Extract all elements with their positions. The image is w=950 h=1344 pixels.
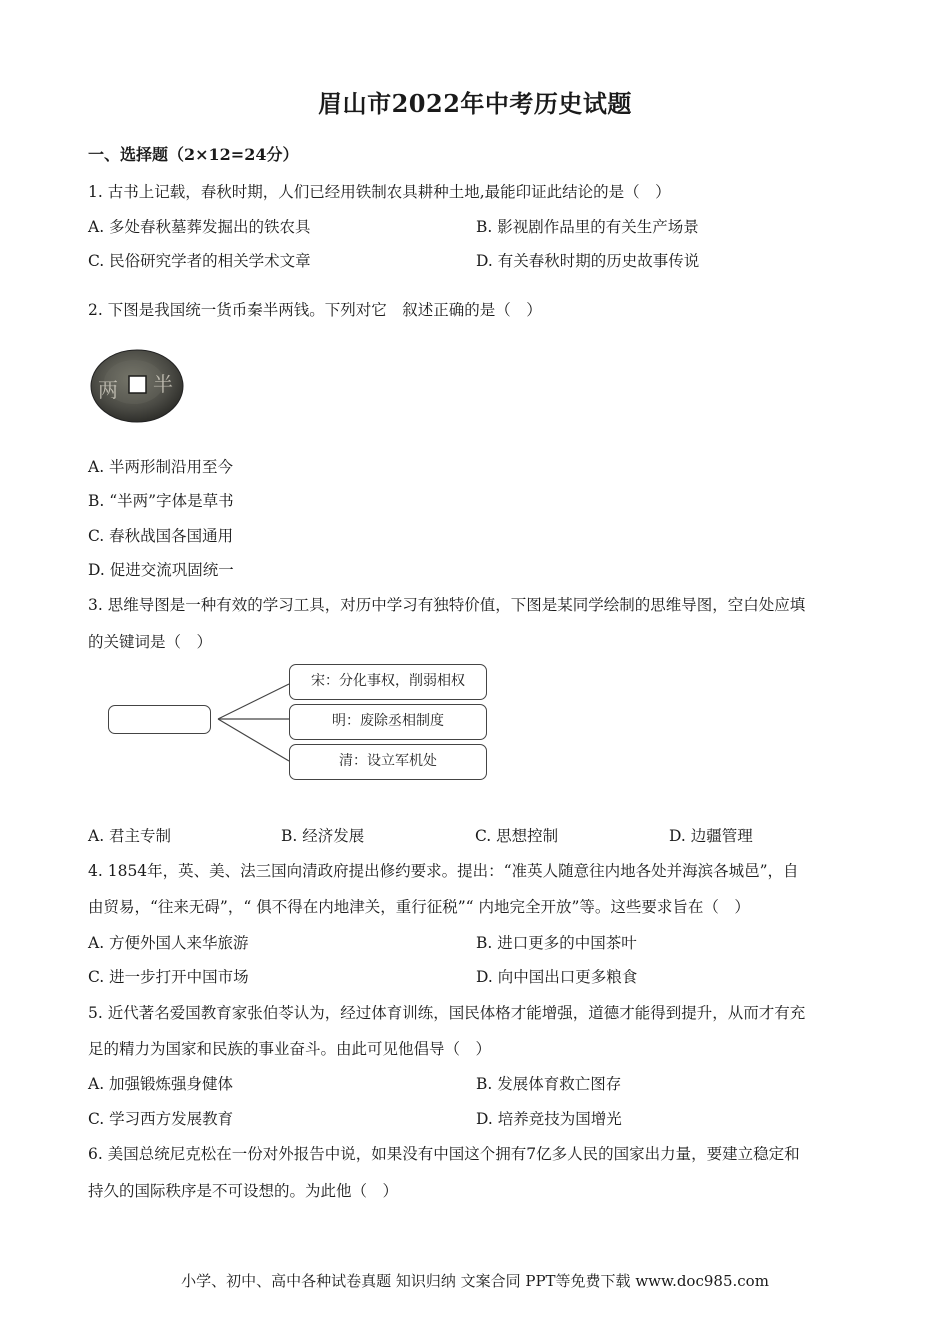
question-4-option-c: C. 进一步打开中国市场 (88, 968, 249, 986)
page-title: 眉山市2022年中考历史试题 (318, 89, 632, 118)
question-3-option-b: B. 经济发展 (281, 827, 365, 845)
question-1-option-c: C. 民俗研究学者的相关学术文章 (88, 252, 311, 270)
question-6-stem-line-2: 持久的国际秩序是不可设想的。为此他（ ） (88, 1182, 399, 1200)
question-2-option-c: C. 春秋战国各国通用 (88, 527, 234, 545)
mind-map-blank-box (108, 705, 211, 734)
question-2-stem: 2. 下图是我国统一货币秦半两钱。下列对它 叙述正确的是（ ） (88, 301, 542, 319)
question-4-option-b: B. 进口更多的中国茶叶 (476, 934, 637, 952)
question-6-stem-line-1: 6. 美国总统尼克松在一份对外报告中说，如果没有中国这个拥有7亿多人民的国家出力量，要建立稳定和 (88, 1145, 800, 1163)
question-3-option-a: A. 君主专制 (88, 827, 172, 845)
question-5-stem-line-2: 足的精力为国家和民族的事业奋斗。由此可见他倡导（ ） (88, 1040, 492, 1058)
question-1-option-d: D. 有关春秋时期的历史故事传说 (476, 252, 700, 270)
banliang-coin-image (90, 348, 184, 424)
coin-character-ban: 半 (153, 372, 173, 396)
question-4-stem-line-2: 由贸易，“往来无碍”，“ 俱不得在内地津关，重行征税”“ 内地完全开放”等。这些要求旨在（ ） (88, 898, 750, 916)
question-5-option-c: C. 学习西方发展教育 (88, 1110, 234, 1128)
question-5-option-b: B. 发展体育救亡图存 (476, 1075, 622, 1093)
section-heading: 一、选择题（2×12=24分） (88, 145, 299, 164)
question-3-stem-line-2: 的关键词是（ ） (88, 633, 213, 651)
coin-character-liang: 两 (98, 378, 118, 402)
question-3-option-c: C. 思想控制 (475, 827, 559, 845)
question-4-option-d: D. 向中国出口更多粮食 (476, 968, 638, 986)
mind-map-box-song: 宋：分化事权，削弱相权 (289, 664, 487, 700)
page-footer: 小学、初中、高中各种试卷真题 知识归纳 文案合同 PPT等免费下载 www.doc985.com (181, 1272, 769, 1290)
question-3-option-d: D. 边疆管理 (669, 827, 753, 845)
question-5-option-d: D. 培养竞技为国增光 (476, 1110, 622, 1128)
question-4-stem-line-1: 4. 1854年，英、美、法三国向清政府提出修约要求。提出：“准英人随意往内地各处并海滨各城邑”，自 (88, 862, 799, 880)
question-1-option-b: B. 影视剧作品里的有关生产场景 (476, 218, 699, 236)
question-3-stem-line-1: 3. 思维导图是一种有效的学习工具，对历中学习有独特价值，下图是某同学绘制的思维导图，空白处应填 (88, 596, 806, 614)
question-5-option-a: A. 加强锻炼强身健体 (88, 1075, 234, 1093)
mind-map-diagram (108, 664, 488, 780)
question-1-option-a: A. 多处春秋墓葬发掘出的铁农具 (88, 218, 311, 236)
question-5-stem-line-1: 5. 近代著名爱国教育家张伯苓认为，经过体育训练，国民体格才能增强，道德才能得到提升，从而才有充 (88, 1004, 806, 1022)
question-2-option-a: A. 半两形制沿用至今 (88, 458, 234, 476)
question-4-option-a: A. 方便外国人来华旅游 (88, 934, 249, 952)
question-2-option-b: B. “半两”字体是草书 (88, 492, 234, 510)
mind-map-box-ming: 明：废除丞相制度 (289, 704, 487, 740)
question-2-option-d: D. 促进交流巩固统一 (88, 561, 234, 579)
question-1-stem: 1. 古书上记载，春秋时期，人们已经用铁制农具耕种土地,最能印证此结论的是（ ） (88, 183, 671, 201)
mind-map-box-qing: 清：设立军机处 (289, 744, 487, 780)
